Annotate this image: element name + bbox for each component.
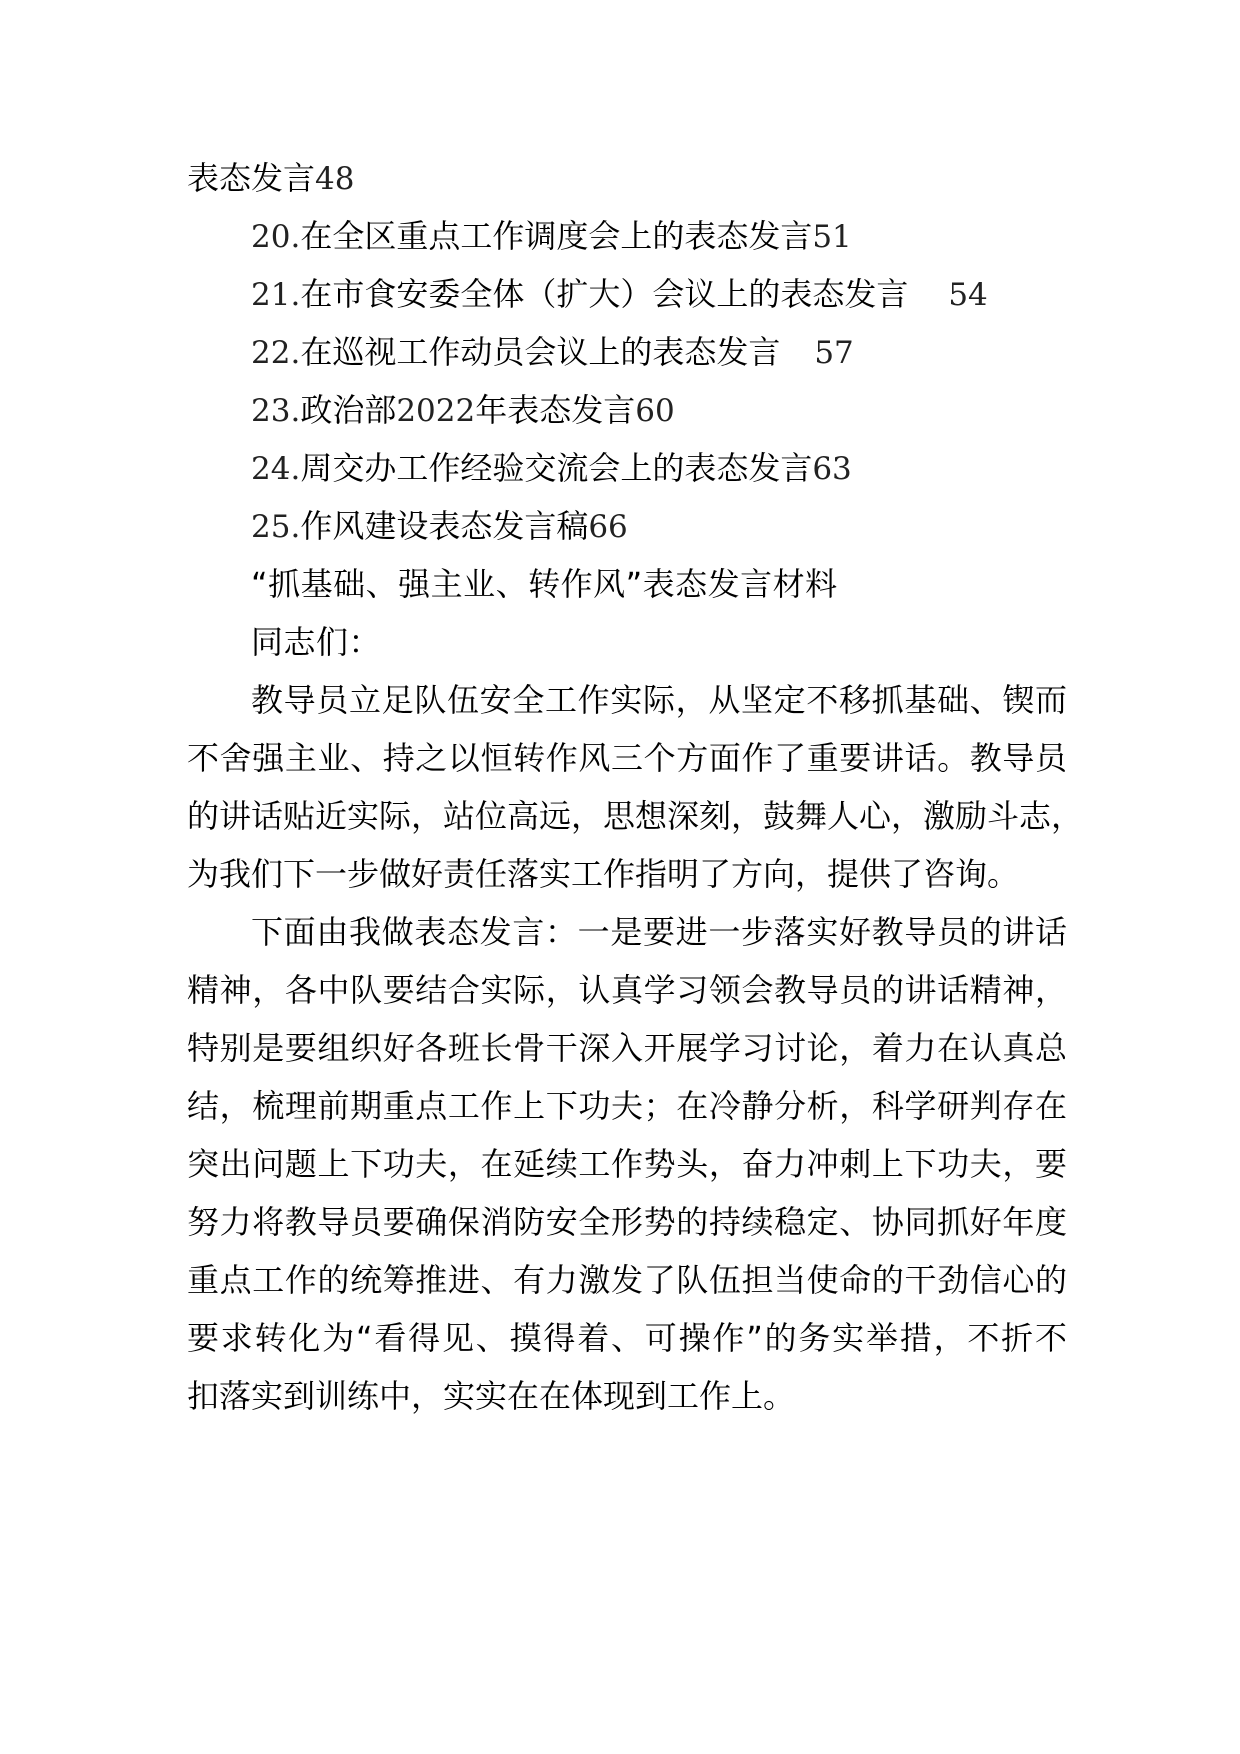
toc-entry-year: 2022 [396, 393, 476, 429]
toc-entry-page: 60 [635, 393, 675, 429]
salutation: 同志们： [251, 623, 382, 661]
toc-entry-number: 20. [251, 219, 301, 255]
paragraph-2-line: 精神，各中队要结合实际，认真学习领会教导员的讲话精神， [187, 971, 1067, 1009]
toc-entry-title: 作风建设表态发言稿 [300, 507, 589, 545]
toc-entry-title: 表态发言 [187, 159, 316, 197]
toc-entry-24[interactable] [251, 448, 852, 488]
paragraph-2-line: 要求转化为“看得见、摸得着、可操作”的务实举措，不折不 [187, 1319, 1067, 1357]
toc-entry-page: 57 [814, 335, 854, 371]
toc-entry-21[interactable] [251, 274, 988, 314]
paragraph-1-line: 为我们下一步做好责任落实工作指明了方向，提供了咨询。 [187, 855, 1020, 893]
paragraph-1-line: 教导员立足队伍安全工作实际，从坚定不移抓基础、锲而 [251, 681, 1067, 719]
toc-entry-number: 24. [251, 451, 301, 487]
paragraph-2-line: 突出问题上下功夫，在延续工作势头，奋力冲刺上下功夫，要 [187, 1145, 1067, 1183]
toc-entry-number: 23. [251, 393, 301, 429]
paragraph-1-line: 不舍强主业、持之以恒转作风三个方面作了重要讲话。教导员 [187, 739, 1067, 777]
toc-entry-number: 22. [251, 335, 301, 371]
toc-entry-continued[interactable] [187, 158, 354, 198]
toc-entry-22[interactable] [251, 332, 854, 372]
toc-entry-title-suffix: 年表态发言 [475, 391, 636, 429]
toc-entry-page: 63 [812, 451, 852, 487]
paragraph-2-line: 扣落实到训练中，实实在在体现到工作上。 [187, 1377, 796, 1415]
paragraph-2-line: 努力将教导员要确保消防安全形势的持续稳定、协同抓好年度 [187, 1203, 1067, 1241]
toc-entry-25[interactable] [251, 506, 628, 546]
toc-entry-20[interactable] [251, 216, 852, 256]
toc-entry-title: 政治部 [300, 391, 397, 429]
toc-entry-number: 21. [251, 277, 301, 313]
paragraph-2-line: 下面由我做表态发言：一是要进一步落实好教导员的讲话 [251, 913, 1067, 951]
toc-entry-title: 周交办工作经验交流会上的表态发言 [300, 449, 813, 487]
toc-entry-title: 在全区重点工作调度会上的表态发言 [300, 217, 813, 255]
paragraph-2-line: 重点工作的统筹推进、有力激发了队伍担当使命的干劲信心的 [187, 1261, 1067, 1299]
article-title: “抓基础、强主业、转作风”表态发言材料 [251, 565, 838, 603]
toc-entry-number: 25. [251, 509, 301, 545]
paragraph-2-line: 结，梳理前期重点工作上下功夫；在冷静分析，科学研判存在 [187, 1087, 1067, 1125]
toc-entry-title: 在市食安委全体（扩大）会议上的表态发言 [300, 275, 909, 313]
paragraph-2-line: 特别是要组织好各班长骨干深入开展学习讨论，着力在认真总 [187, 1029, 1067, 1067]
toc-entry-page: 51 [812, 219, 852, 255]
paragraph-1-line: 的讲话贴近实际，站位高远，思想深刻，鼓舞人心，激励斗志， [187, 797, 1084, 835]
toc-entry-23[interactable] [251, 390, 675, 430]
toc-entry-page: 48 [315, 161, 355, 197]
toc-entry-title: 在巡视工作动员会议上的表态发言 [300, 333, 781, 371]
toc-entry-page: 66 [588, 509, 628, 545]
toc-entry-page: 54 [948, 277, 988, 313]
